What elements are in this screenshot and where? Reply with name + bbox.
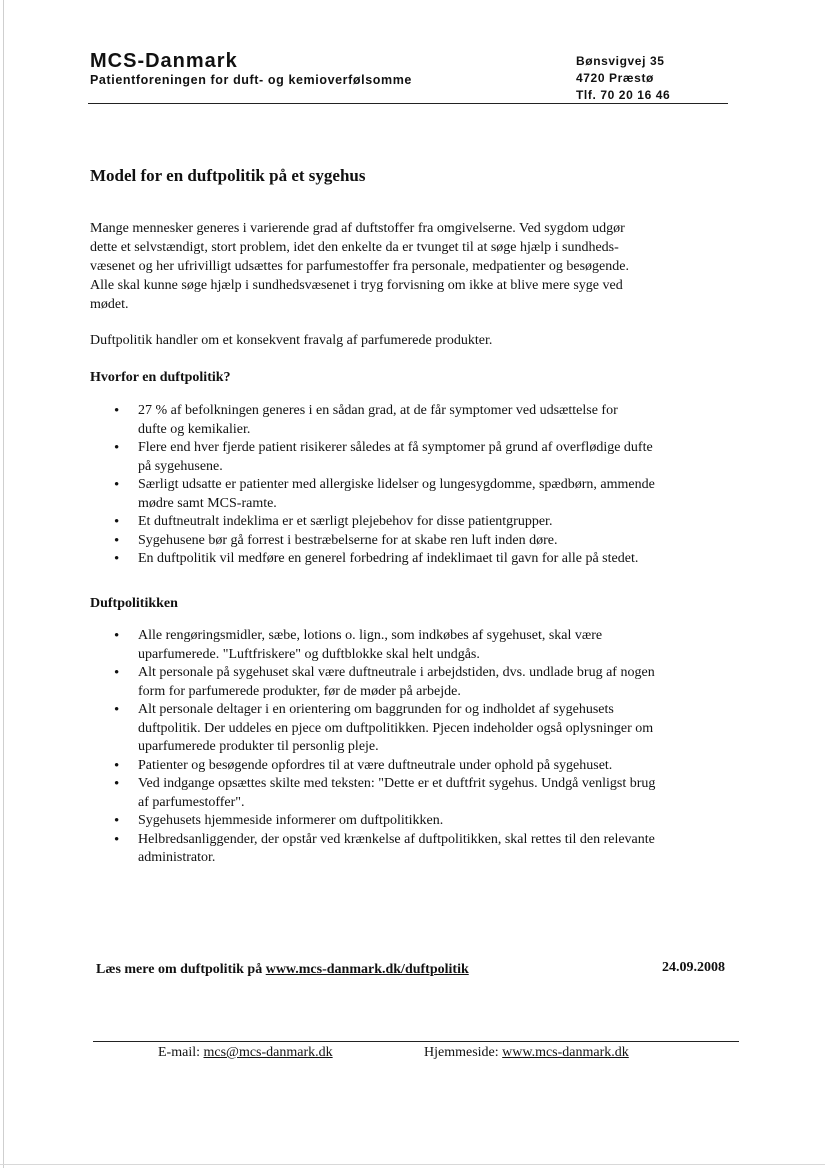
list-item xyxy=(90,757,730,776)
section-heading-policy: Duftpolitikken xyxy=(90,596,178,611)
list-item xyxy=(90,775,730,812)
list-item-line: • Sygehusene bør gå forrest i bestræbelserne for at skabe ren luft inden døre. xyxy=(138,532,558,548)
list-item-line: på sygehusene. xyxy=(138,458,223,474)
list-item-line: mødre samt MCS-ramte. xyxy=(138,495,277,511)
list-item xyxy=(90,812,730,831)
address-phone: Tlf. 70 20 16 46 xyxy=(576,88,671,102)
email-label: E-mail: xyxy=(158,1045,204,1060)
intro-line: mødet. xyxy=(90,297,129,312)
intro-line: Mange mennesker generes i varierende grad af duftstoffer fra omgivelserne. Ved sygdom udgør xyxy=(90,221,625,236)
document-date: 24.09.2008 xyxy=(662,960,725,975)
address-city: 4720 Præstø xyxy=(576,71,654,85)
list-item xyxy=(90,701,730,757)
page-edge xyxy=(3,0,4,1168)
org-subtitle: Patientforeningen for duft- og kemioverfølsomme xyxy=(90,73,412,87)
intro-line: væsenet og her ufrivilligt udsættes for parfumestoffer fra personale, medpatienter og besøgende. xyxy=(90,259,629,274)
list-item-line: form for parfumerede produkter, før de møder på arbejde. xyxy=(138,683,461,699)
list-item-line: • Alt personale deltager i en orientering om baggrunden for og indholdet af sygehusets xyxy=(138,702,614,717)
list-item-line: • Flere end hver fjerde patient risikerer således at få symptomer på grund af overflødige dufte xyxy=(138,440,653,455)
address-street: Bønsvigvej 35 xyxy=(576,54,665,68)
policy-list xyxy=(90,627,730,868)
list-item xyxy=(90,831,730,868)
footer-divider xyxy=(93,1041,739,1042)
list-item xyxy=(90,402,730,439)
section-heading-why: Hvorfor en duftpolitik? xyxy=(90,370,231,385)
email-link[interactable]: mcs@mcs-danmark.dk xyxy=(203,1045,333,1060)
list-item-line: dufte og kemikalier. xyxy=(138,421,251,437)
list-item-line: • Særligt udsatte er patienter med allergiske lidelser og lungesygdomme, spædbørn, ammende xyxy=(138,477,655,492)
homepage-contact xyxy=(424,1045,629,1061)
list-item xyxy=(90,439,730,476)
header-divider xyxy=(88,103,728,104)
read-more xyxy=(96,962,469,978)
list-item xyxy=(90,513,730,532)
list-item xyxy=(90,532,730,551)
org-name: MCS-Danmark xyxy=(90,50,238,72)
page-edge-bottom xyxy=(0,1164,825,1165)
list-item-line: • Helbredsanliggender, der opstår ved krænkelse af duftpolitikken, skal rettes til den relevante xyxy=(138,831,655,847)
intro-line: dette et selvstændigt, stort problem, idet den enkelte da er tvunget til at søge hjælp i sundheds- xyxy=(90,240,619,255)
summary-paragraph: Duftpolitik handler om et konsekvent fravalg af parfumerede produkter. xyxy=(90,333,493,348)
list-item-line: uparfumerede. "Luftfriskere" og duftblokke skal helt undgås. xyxy=(138,646,480,662)
list-item xyxy=(90,664,730,701)
list-item-line: • 27 % af befolkningen generes i en sådan grad, at de får symptomer ved udsættelse for xyxy=(138,403,618,418)
list-item-line: duftpolitik. Der uddeles en pjece om duftpolitikken. Pjecen indeholder også oplysninger om xyxy=(138,720,654,736)
list-item-line: • Et duftneutralt indeklima er et særligt plejebehov for disse patientgrupper. xyxy=(138,514,553,529)
email-contact xyxy=(158,1045,333,1061)
read-more-link[interactable]: www.mcs-danmark.dk/duftpolitik xyxy=(265,962,469,977)
list-item-line: • Sygehusets hjemmeside informerer om duftpolitikken. xyxy=(138,813,444,828)
list-item-line: uparfumerede produkter til personlig pleje. xyxy=(138,739,379,754)
why-list xyxy=(90,402,730,569)
intro-line: Alle skal kunne søge hjælp i sundhedsvæsenet i tryg forvisning om ikke at blive mere syge ved xyxy=(90,278,623,293)
list-item-line: • Ved indgange opsættes skilte med teksten: "Dette er et duftfrit sygehus. Undgå venligst brug xyxy=(138,776,656,791)
list-item-line: • Alt personale på sygehuset skal være duftneutrale i arbejdstiden, dvs. undlade brug af nogen xyxy=(138,665,655,680)
list-item xyxy=(90,550,730,569)
list-item xyxy=(90,476,730,513)
list-item-line: af parfumestoffer". xyxy=(138,794,245,810)
document-title: Model for en duftpolitik på et sygehus xyxy=(90,166,366,185)
homepage-link[interactable]: www.mcs-danmark.dk xyxy=(502,1045,629,1060)
list-item xyxy=(90,627,730,664)
list-item-line: administrator. xyxy=(138,850,216,865)
read-more-text: Læs mere om duftpolitik på xyxy=(96,962,266,977)
list-item-line: • Alle rengøringsmidler, sæbe, lotions o. lign., som indkøbes af sygehuset, skal være xyxy=(138,628,603,643)
intro-paragraph xyxy=(90,219,730,314)
list-item-line: • Patienter og besøgende opfordres til at være duftneutrale under ophold på sygehuset. xyxy=(138,757,613,773)
homepage-label: Hjemmeside: xyxy=(424,1045,503,1060)
list-item-line: • En duftpolitik vil medføre en generel forbedring af indeklimaet til gavn for alle på stedet. xyxy=(138,551,639,566)
